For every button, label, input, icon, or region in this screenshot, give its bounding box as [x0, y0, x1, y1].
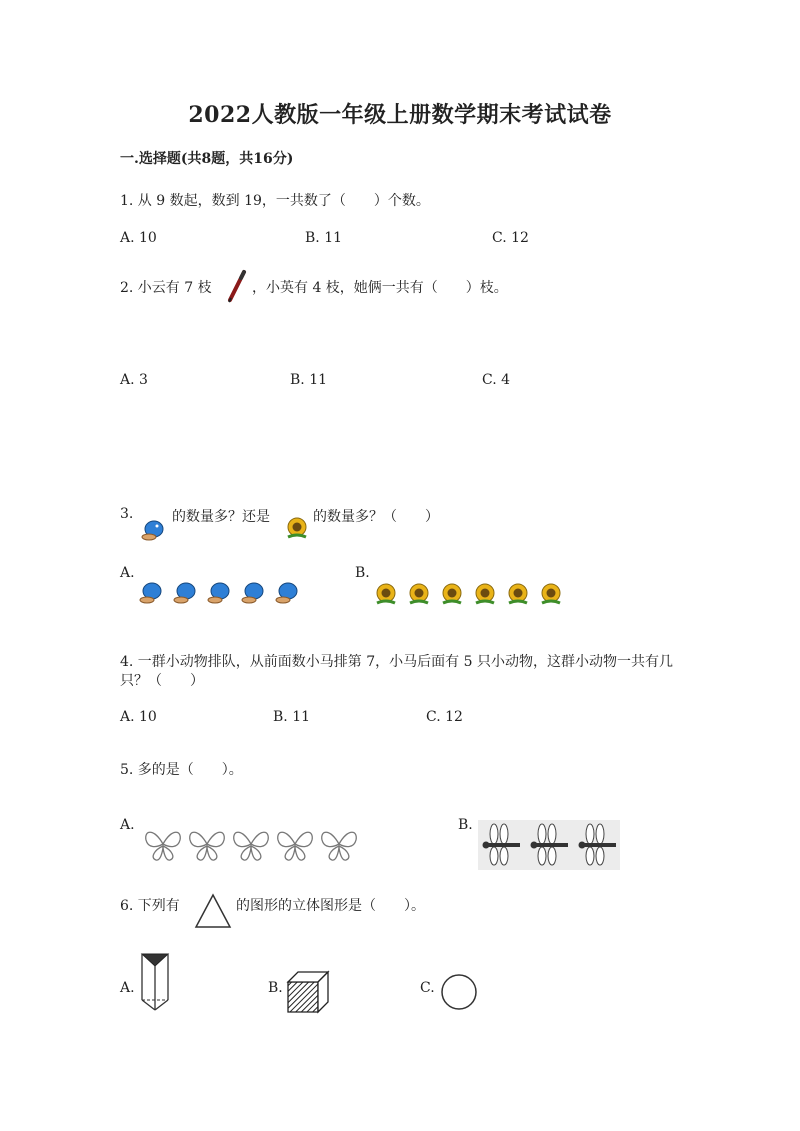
question-1-text: 1. 从 9 数起，数到 19，一共数了（ ）个数。: [120, 193, 430, 209]
sunflowers-group-b: [373, 581, 573, 607]
sunflower-icon: [284, 515, 310, 541]
question-4-line-2: 只？（ ）: [120, 673, 204, 689]
q3-option-b[interactable]: B.: [355, 565, 370, 581]
butterflies-group-a: [142, 824, 360, 866]
butterfly-icon: [146, 832, 181, 860]
q1-option-a[interactable]: A. 10: [120, 230, 157, 246]
triangle-icon: [194, 893, 232, 929]
sunflower-icon: [410, 584, 428, 603]
question-6-prefix: 6. 下列有: [120, 898, 180, 914]
q3-option-a[interactable]: A.: [120, 565, 135, 581]
question-3-number: 3.: [120, 506, 134, 522]
q1-option-c[interactable]: C. 12: [492, 230, 529, 246]
bird-icon: [276, 583, 297, 603]
bird-icon: [174, 583, 195, 603]
sphere-icon: [439, 972, 479, 1012]
q4-option-a[interactable]: A. 10: [120, 709, 157, 725]
birds-group-a: [138, 581, 308, 607]
page-title: 2022人教版一年级上册数学期末考试试卷: [188, 102, 612, 128]
sunflower-icon: [476, 584, 494, 603]
q2-option-b[interactable]: B. 11: [290, 372, 328, 388]
butterfly-icon: [234, 832, 269, 860]
question-3-middle: 的数量多？还是: [172, 509, 270, 525]
question-3-suffix: 的数量多？（ ）: [313, 509, 439, 525]
question-4-line-1: 4. 一群小动物排队，从前面数小马排第 7，小马后面有 5 只小动物，这群小动物一共有几: [120, 654, 673, 670]
sunflower-icon: [542, 584, 560, 603]
section-heading: 一.选择题(共8题，共16分): [120, 151, 294, 167]
sunflower-icon: [443, 584, 461, 603]
butterfly-icon: [190, 832, 225, 860]
question-2-suffix: ，小英有 4 枝，她俩一共有（ ）枝。: [252, 280, 508, 296]
butterfly-icon: [278, 832, 313, 860]
q5-option-a[interactable]: A.: [120, 817, 135, 833]
q4-option-c[interactable]: C. 12: [426, 709, 463, 725]
question-2-prefix: 2. 小云有 7 枝: [120, 280, 212, 296]
q6-option-c[interactable]: C.: [420, 980, 435, 996]
triangular-prism-icon: [138, 952, 172, 1012]
q4-option-b[interactable]: B. 11: [273, 709, 311, 725]
bird-icon: [140, 583, 161, 603]
bird-icon: [208, 583, 229, 603]
bird-icon: [242, 583, 263, 603]
sunflower-icon: [509, 584, 527, 603]
sunflower-icon: [377, 584, 395, 603]
q6-option-b[interactable]: B.: [268, 980, 283, 996]
q1-option-b[interactable]: B. 11: [305, 230, 343, 246]
cube-icon: [286, 970, 330, 1014]
pencil-icon: [226, 270, 248, 304]
q2-option-c[interactable]: C. 4: [482, 372, 511, 388]
butterfly-icon: [322, 832, 357, 860]
question-5-text: 5. 多的是（ ）。: [120, 762, 243, 778]
bird-icon: [140, 518, 168, 542]
q2-option-a[interactable]: A. 3: [120, 372, 148, 388]
q5-option-b[interactable]: B.: [458, 817, 473, 833]
dragonflies-group-b: [478, 820, 620, 870]
q6-option-a[interactable]: A.: [120, 980, 135, 996]
question-6-suffix: 的图形的立体图形是（ ）。: [236, 898, 425, 914]
